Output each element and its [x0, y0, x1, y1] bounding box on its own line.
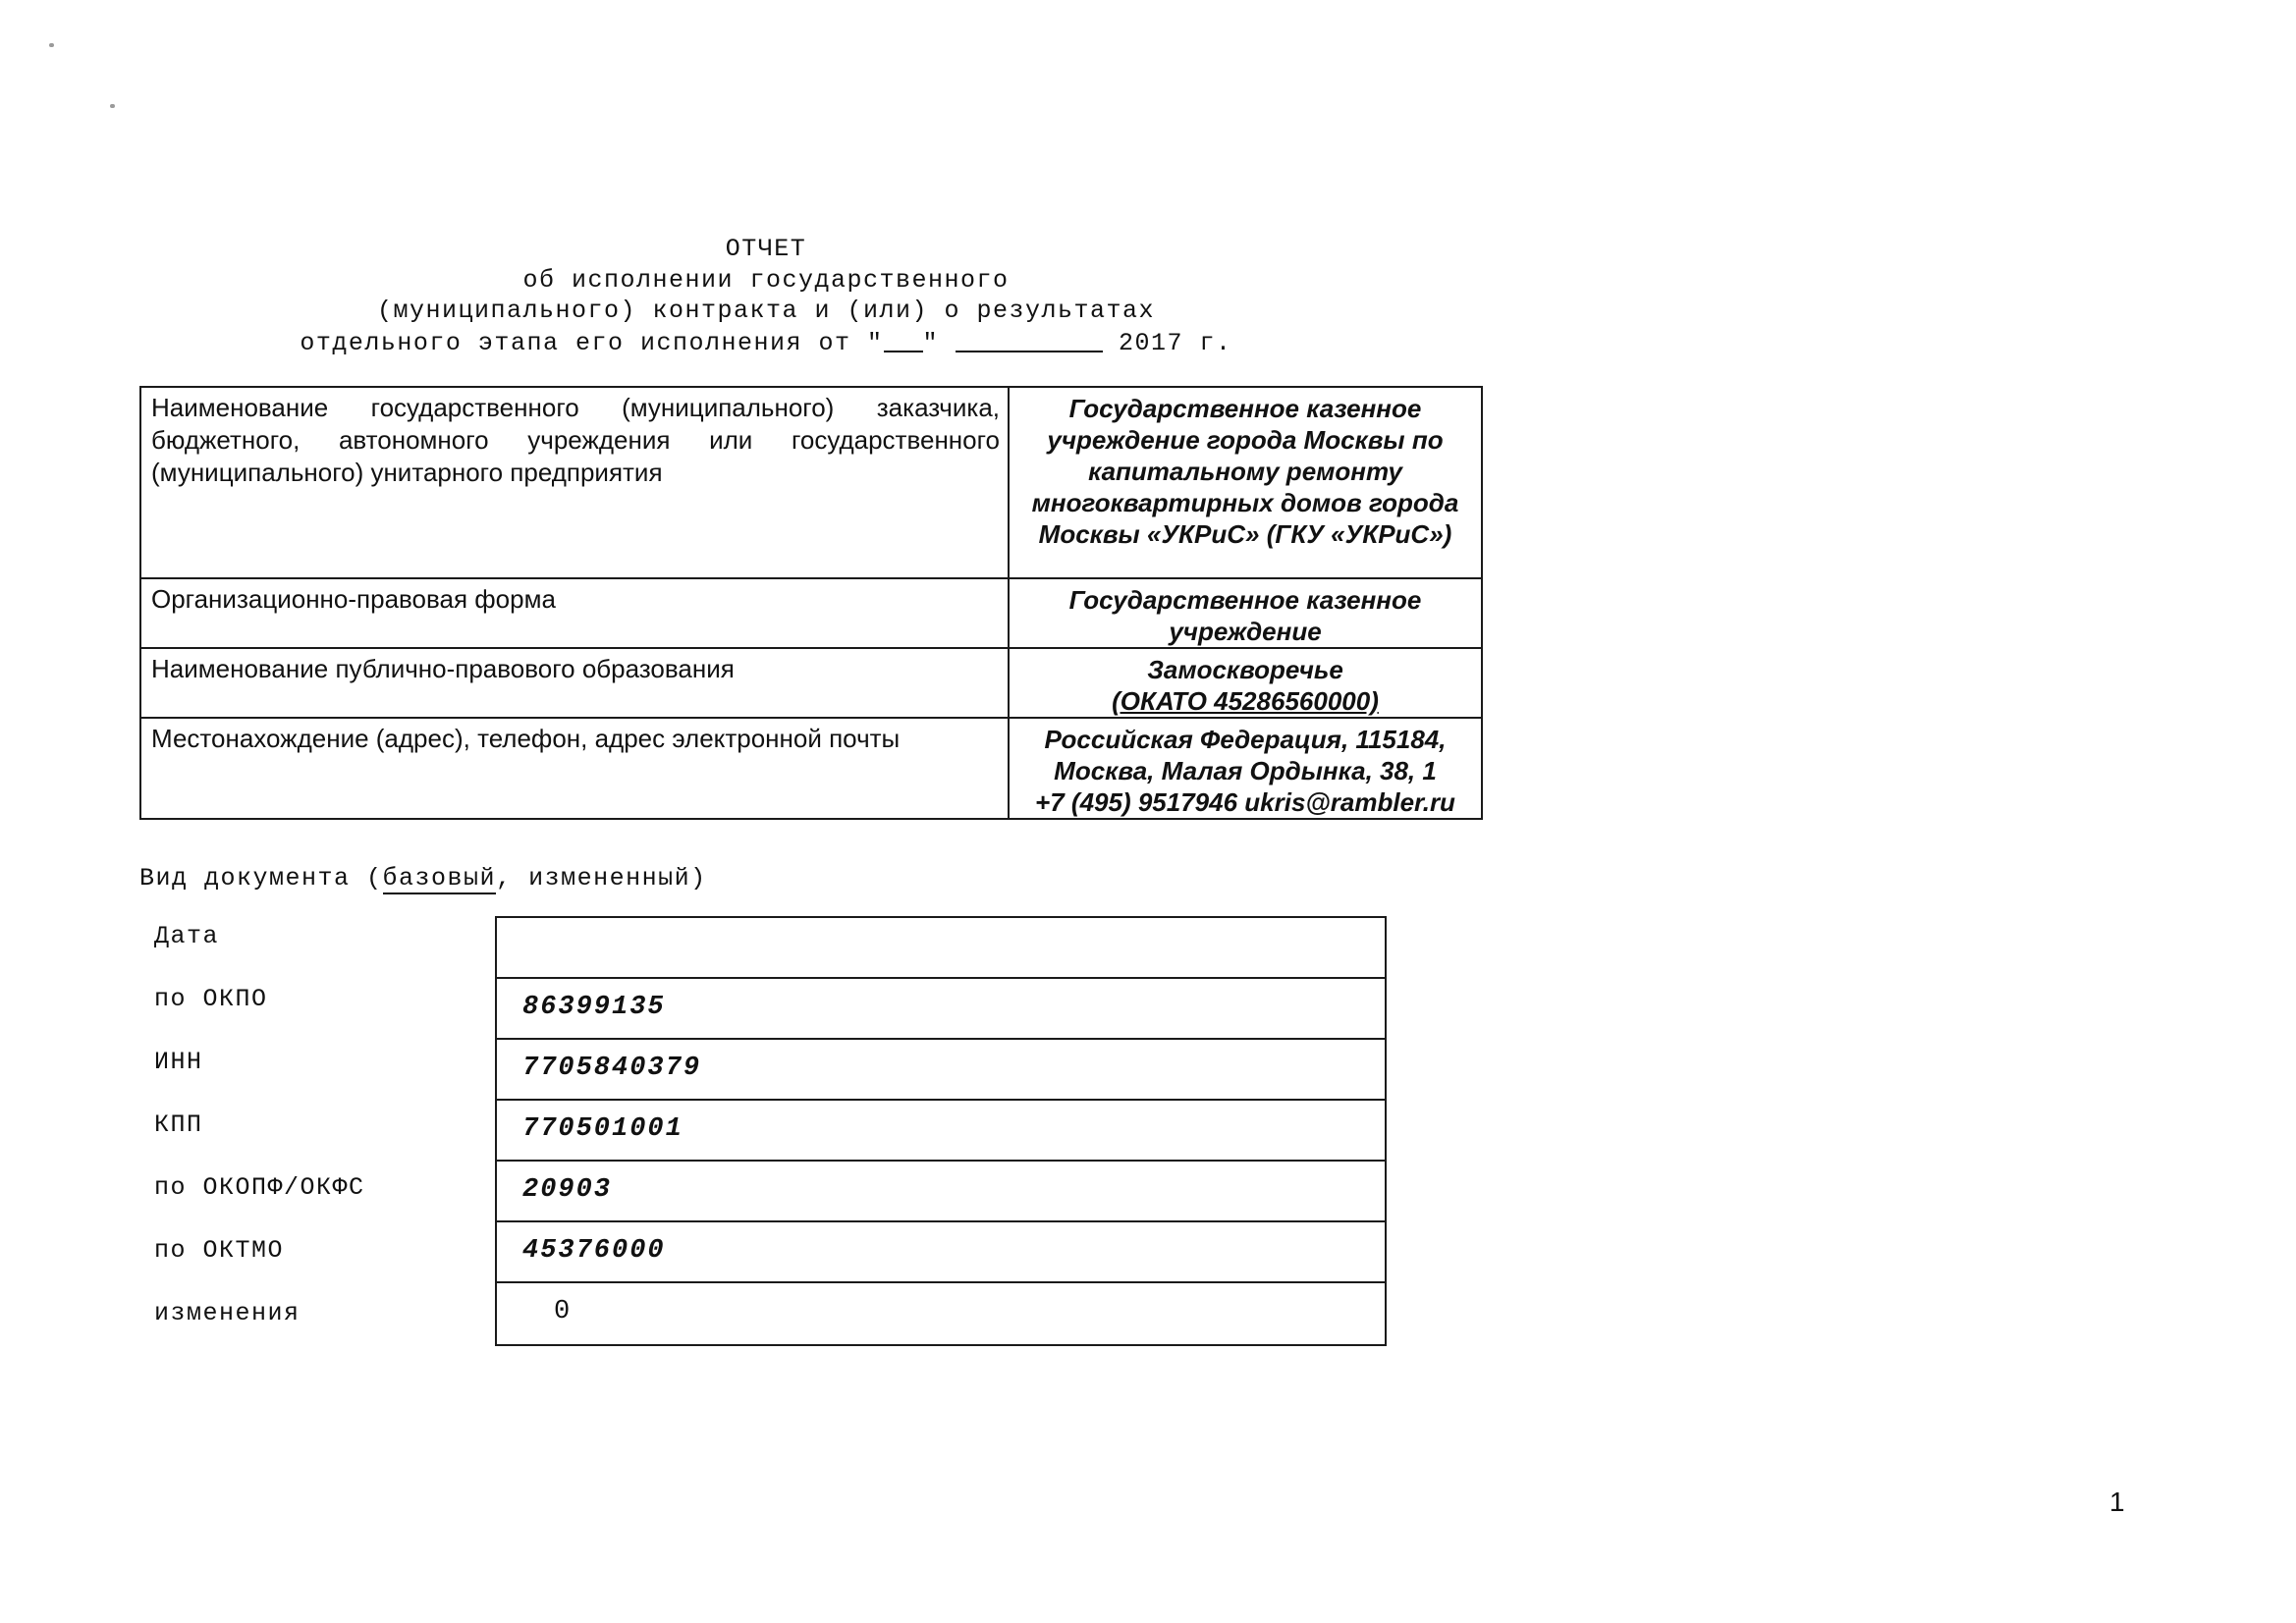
oktmo-label: по ОКТМО	[154, 1236, 285, 1265]
address-line-2: Москва, Малая Ордынка, 38, 1	[1054, 756, 1437, 785]
address-label: Местонахождение (адрес), телефон, адрес электронной почты	[140, 718, 1009, 819]
customer-name-label: Наименование государственного (муниципального) заказчика, бюджетного, автономного учреждения или государственного (муниципального) унитарного предприятия	[140, 387, 1009, 578]
kpp-label: КПП	[154, 1110, 203, 1139]
contact-line: +7 (495) 9517946 ukris@rambler.ru	[1035, 787, 1455, 817]
title-line-4-quote: "	[922, 328, 940, 357]
customer-name-value: Государственное казенное учреждение города Москвы по капитальному ремонту многоквартирных домов города Москвы «УКРиС» (ГКУ «УКРиС»)	[1009, 387, 1482, 578]
title-line-2: об исполнении государственного	[522, 265, 1010, 295]
title-line-1: ОТЧЕТ	[725, 235, 807, 263]
oktmo-value: 45376000	[522, 1236, 666, 1266]
kpp-cell	[497, 1101, 1385, 1162]
doc-kind-selected: базовый	[382, 864, 497, 893]
title-line-4-prefix: отдельного этапа его исполнения от "	[300, 328, 884, 357]
municipality-label: Наименование публично-правового образования	[140, 648, 1009, 718]
page-number: 1	[2109, 1487, 2125, 1517]
municipality-value	[1009, 648, 1482, 718]
doc-kind-suffix: , измененный)	[496, 864, 707, 893]
okpo-label: по ОКПО	[154, 985, 268, 1013]
day-blank	[884, 327, 923, 352]
table-row	[140, 578, 1482, 648]
table-row	[140, 718, 1482, 819]
changes-cell	[497, 1283, 1385, 1344]
legal-form-value: Государственное казенное учреждение	[1009, 578, 1482, 648]
changes-label: изменения	[154, 1299, 301, 1327]
municipality-name: Замоскворечье	[1147, 655, 1343, 684]
inn-label: ИНН	[154, 1048, 203, 1076]
inn-cell	[497, 1040, 1385, 1101]
okato-code: (ОКАТО 45286560000)	[1112, 686, 1379, 716]
address-value	[1009, 718, 1482, 819]
document-kind	[139, 864, 707, 893]
doc-kind-prefix: Вид документа (	[139, 864, 383, 893]
report-title	[275, 234, 1257, 358]
title-line-4-year: 2017 г.	[1119, 328, 1232, 357]
scan-speck	[49, 43, 54, 47]
title-line-3: (муниципального) контракта и (или) о результатах	[376, 297, 1156, 325]
legal-form-label: Организационно-правовая форма	[140, 578, 1009, 648]
changes-value: 0	[554, 1297, 573, 1326]
title-line-4	[275, 327, 1257, 359]
okpo-value: 86399135	[522, 993, 666, 1022]
inn-value: 7705840379	[522, 1054, 702, 1083]
date-cell	[497, 918, 1385, 979]
oktmo-cell	[497, 1222, 1385, 1283]
kpp-value: 770501001	[522, 1114, 683, 1144]
month-blank	[956, 327, 1103, 352]
okopf-cell	[497, 1162, 1385, 1222]
date-label: Дата	[154, 922, 220, 950]
okpo-cell	[497, 979, 1385, 1040]
okopf-value: 20903	[522, 1175, 613, 1205]
table-row	[140, 387, 1482, 578]
address-line-1: Российская Федерация, 115184,	[1044, 725, 1447, 754]
scan-speck	[110, 104, 115, 108]
codes-box	[495, 916, 1387, 1346]
table-row	[140, 648, 1482, 718]
okopf-label: по ОКОПФ/ОКФС	[154, 1173, 365, 1202]
organization-table	[139, 386, 1483, 820]
